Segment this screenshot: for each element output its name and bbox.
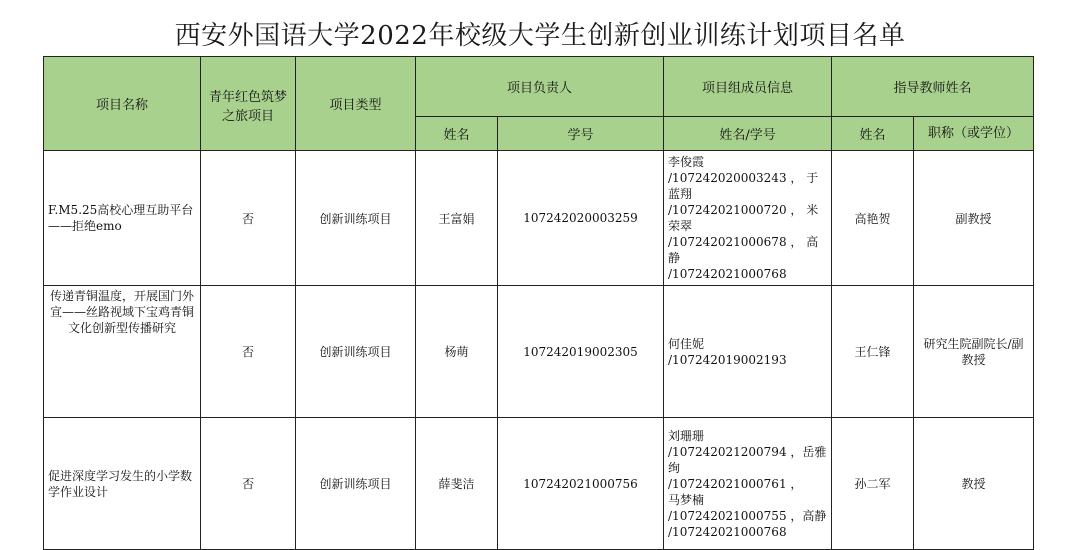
project-name-cell: 促进深度学习发生的小学数学作业设计 bbox=[44, 418, 201, 550]
advisor-name-cell: 高艳贺 bbox=[832, 151, 914, 286]
member-line: 刘珊珊 bbox=[668, 428, 705, 443]
header-members-sub: 姓名/学号 bbox=[664, 117, 832, 151]
project-type-cell: 创新训练项目 bbox=[296, 418, 416, 550]
red-dream-cell: 否 bbox=[201, 418, 296, 550]
project-type-cell: 创新训练项目 bbox=[296, 286, 416, 418]
header-advisor-title: 职称（或学位） bbox=[914, 117, 1034, 151]
member-line: 李俊霞 bbox=[668, 155, 705, 169]
member-line: 蓝翔 bbox=[668, 187, 693, 201]
project-name-cell: 传递青铜温度，开展国门外宣——丝路视域下宝鸡青铜文化创新型传播研究 bbox=[44, 286, 201, 418]
leader-id-cell: 107242020003259 bbox=[498, 151, 664, 286]
member-line: /107242021000768 bbox=[668, 267, 787, 281]
member-line: /107242021000720 ， 米 bbox=[668, 203, 819, 217]
member-line: 何佳妮 bbox=[668, 336, 705, 351]
header-project-name: 项目名称 bbox=[44, 57, 201, 151]
table-row bbox=[44, 418, 1034, 550]
leader-name-cell: 王富娟 bbox=[416, 151, 498, 286]
advisor-name-cell: 孙二军 bbox=[832, 418, 914, 550]
advisor-title-cell: 教授 bbox=[914, 418, 1034, 550]
header-leader: 项目负责人 bbox=[416, 57, 664, 117]
member-line: /107242021000768 bbox=[668, 524, 787, 539]
member-line: /107242021000761 ， bbox=[668, 476, 803, 491]
leader-name-cell: 杨萌 bbox=[416, 286, 498, 418]
member-line: /107242021000755 ，高静 bbox=[668, 508, 827, 523]
table-row bbox=[44, 151, 1034, 286]
member-line: 荣翠 bbox=[668, 219, 693, 233]
members-cell bbox=[664, 151, 832, 286]
header-red-dream: 青年红色筑梦之旅项目 bbox=[201, 57, 296, 151]
advisor-title-cell: 研究生院副院长/副教授 bbox=[914, 286, 1034, 418]
member-line: /107242019002193 bbox=[668, 352, 787, 367]
project-table bbox=[43, 56, 1034, 550]
table-row bbox=[44, 286, 1034, 418]
header-leader-id: 学号 bbox=[498, 117, 664, 151]
advisor-name-cell: 王仁锋 bbox=[832, 286, 914, 418]
member-line: /107242021200794 ，岳雅绚 bbox=[668, 444, 827, 475]
header-row-main bbox=[44, 57, 1034, 117]
header-leader-name: 姓名 bbox=[416, 117, 498, 151]
red-dream-cell: 否 bbox=[201, 286, 296, 418]
leader-id-cell: 107242021000756 bbox=[498, 418, 664, 550]
leader-name-cell: 薛斐洁 bbox=[416, 418, 498, 550]
member-line: /107242021000678 ， 高静 bbox=[668, 235, 819, 265]
header-advisor-name: 姓名 bbox=[832, 117, 914, 151]
project-name-cell: F.M5.25高校心理互助平台——拒绝emo bbox=[44, 151, 201, 286]
members-cell bbox=[664, 286, 832, 418]
red-dream-cell: 否 bbox=[201, 151, 296, 286]
header-advisor: 指导教师姓名 bbox=[832, 57, 1034, 117]
header-members: 项目组成员信息 bbox=[664, 57, 832, 117]
project-type-cell: 创新训练项目 bbox=[296, 151, 416, 286]
members-cell bbox=[664, 418, 832, 550]
member-line: /107242020003243 ， 于 bbox=[668, 171, 819, 185]
advisor-title-cell: 副教授 bbox=[914, 151, 1034, 286]
page-title: 西安外国语大学2022年校级大学生创新创业训练计划项目名单 bbox=[174, 21, 906, 51]
member-line: 马梦楠 bbox=[668, 492, 705, 507]
leader-id-cell: 107242019002305 bbox=[498, 286, 664, 418]
header-project-type: 项目类型 bbox=[296, 57, 416, 151]
